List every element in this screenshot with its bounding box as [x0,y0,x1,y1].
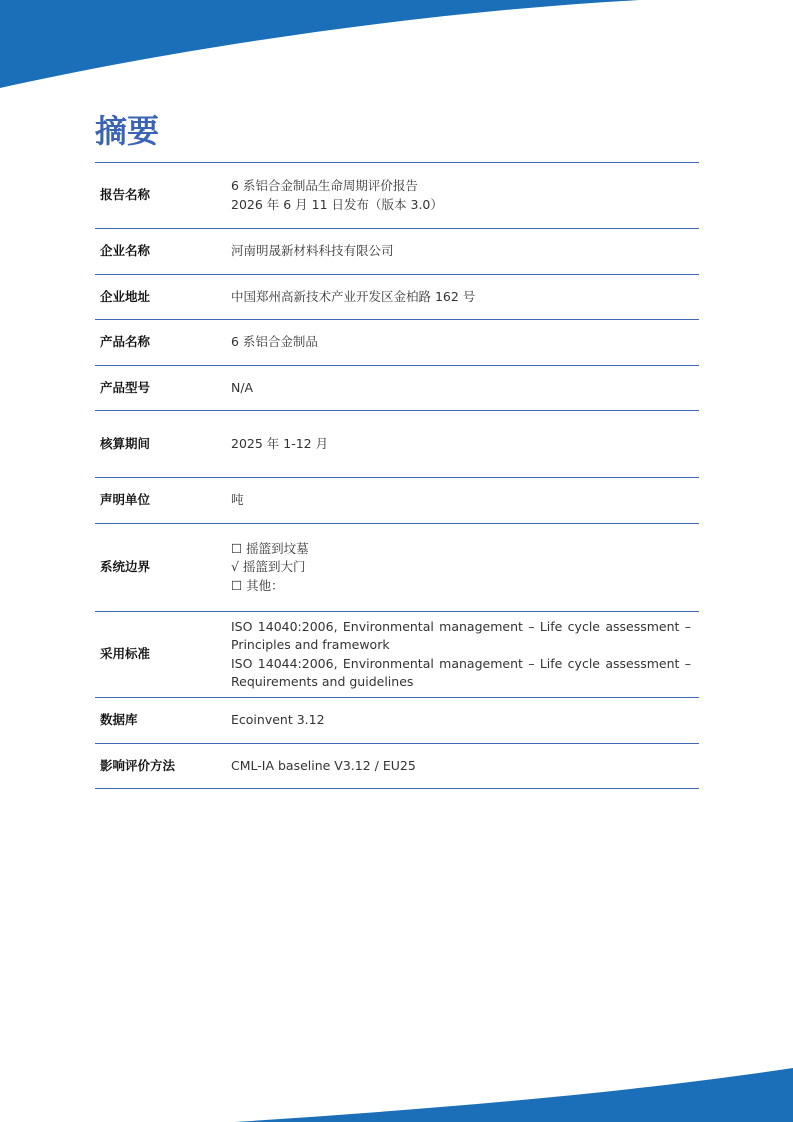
report-date-text: 2026 年 6 月 11 日发布（版本 3.0） [231,196,443,212]
row-label: 企业地址 [95,275,226,320]
boundary-option-cradle-to-gate: √ 摇篮到大门 [231,559,306,575]
row-label: 声明单位 [95,478,226,524]
table-row-database [95,698,699,744]
table-row-impact-method [95,744,699,789]
table-row-standards [95,612,699,698]
row-label: 核算期间 [95,411,226,478]
page-title: 摘要 [95,112,160,150]
standard-iso-14044: ISO 14044:2006, Environmental management – Life cycle assessment – Requirements and guidelines [231,655,691,689]
standard-iso-14040: ISO 14040:2006, Environmental management – Life cycle assessment – Principles and framework [231,618,691,652]
row-value [226,524,699,612]
table-row-company-address [95,275,699,320]
row-value: N/A [226,366,699,411]
row-value: 吨 [226,478,699,524]
row-label: 采用标准 [95,612,226,698]
row-value: 中国郑州高新技术产业开发区金柏路 162 号 [226,275,699,320]
row-label: 产品型号 [95,366,226,411]
row-value [226,612,699,698]
boundary-option-cradle-to-grave: ☐ 摇篮到坟墓 [231,540,309,556]
row-value: 6 系铝合金制品 [226,320,699,366]
table-row-declared-unit [95,478,699,524]
table-row-system-boundary [95,524,699,612]
table-row-product-model [95,366,699,411]
row-value: Ecoinvent 3.12 [226,698,699,744]
row-value [226,163,699,229]
row-value: 河南明晟新材料科技有限公司 [226,229,699,275]
row-label: 产品名称 [95,320,226,366]
table-row-accounting-period [95,411,699,478]
footer-wave-decoration [0,1032,793,1122]
row-label: 企业名称 [95,229,226,275]
row-value: 2025 年 1-12 月 [226,411,699,478]
row-label: 系统边界 [95,524,226,612]
report-title-text: 6 系铝合金制品生命周期评价报告 [231,178,418,193]
row-value: CML-IA baseline V3.12 / EU25 [226,744,699,789]
table-row-company-name [95,229,699,275]
row-label: 报告名称 [95,163,226,229]
row-label: 数据库 [95,698,226,744]
header-wave-decoration [0,0,793,90]
summary-table [95,162,699,789]
row-label: 影响评价方法 [95,744,226,789]
boundary-option-other: ☐ 其他： [231,577,284,593]
table-row-report-name [95,163,699,229]
table-row-product-name [95,320,699,366]
